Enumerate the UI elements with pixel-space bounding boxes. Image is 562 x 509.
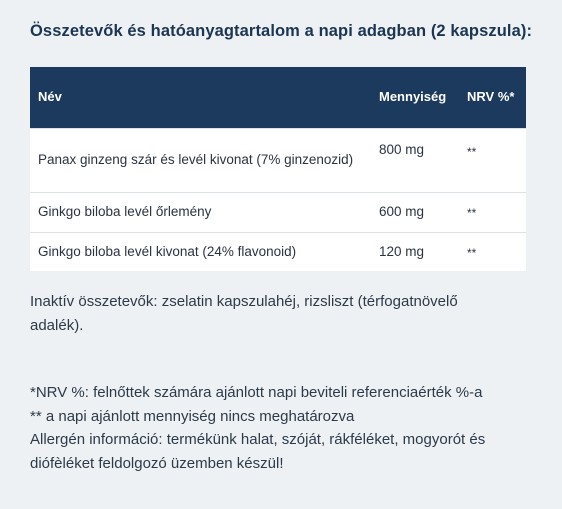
ingredient-quantity: 120 mg xyxy=(371,232,459,271)
header-quantity: Mennyiség xyxy=(379,89,447,105)
ingredient-nrv: ** xyxy=(459,128,526,192)
ingredients-table xyxy=(30,67,526,271)
no-nrv-footnote: ** a napi ajánlott mennyiség nincs meghatározva xyxy=(30,407,355,425)
table-row xyxy=(30,128,526,192)
ingredient-name: Ginkgo biloba levél kivonat (24% flavonoid) xyxy=(30,232,371,271)
inactive-ingredients: Inaktív összetevők: zselatin kapszulahéj, rizsliszt (térfogatnövelő adalék). xyxy=(30,293,458,334)
section-title: Összetevők és hatóanyagtartalom a napi adagban (2 kapszula): xyxy=(30,22,533,40)
ingredient-nrv: ** xyxy=(459,192,526,232)
ingredient-quantity: 800 mg xyxy=(371,128,459,192)
table-row xyxy=(30,192,526,232)
ingredient-quantity: 600 mg xyxy=(371,192,459,232)
footnotes xyxy=(30,381,530,475)
header-name: Név xyxy=(38,89,62,105)
ingredient-name: Panax ginzeng szár és levél kivonat (7% ginzenozid) xyxy=(30,128,371,192)
table-row xyxy=(30,232,526,271)
ingredient-nrv: ** xyxy=(459,232,526,271)
nrv-footnote: *NRV %: felnőttek számára ajánlott napi beviteli referenciaérték %-a xyxy=(30,384,483,401)
table-header-row xyxy=(30,67,526,128)
ingredient-name: Ginkgo biloba levél őrlemény xyxy=(30,192,371,232)
allergen-info: Allergén információ: termékünk halat, szóját, rákféléket, mogyorót és diófèléket feldolgozó üzemben készül! xyxy=(30,431,486,472)
header-nrv: NRV %* xyxy=(467,89,515,105)
